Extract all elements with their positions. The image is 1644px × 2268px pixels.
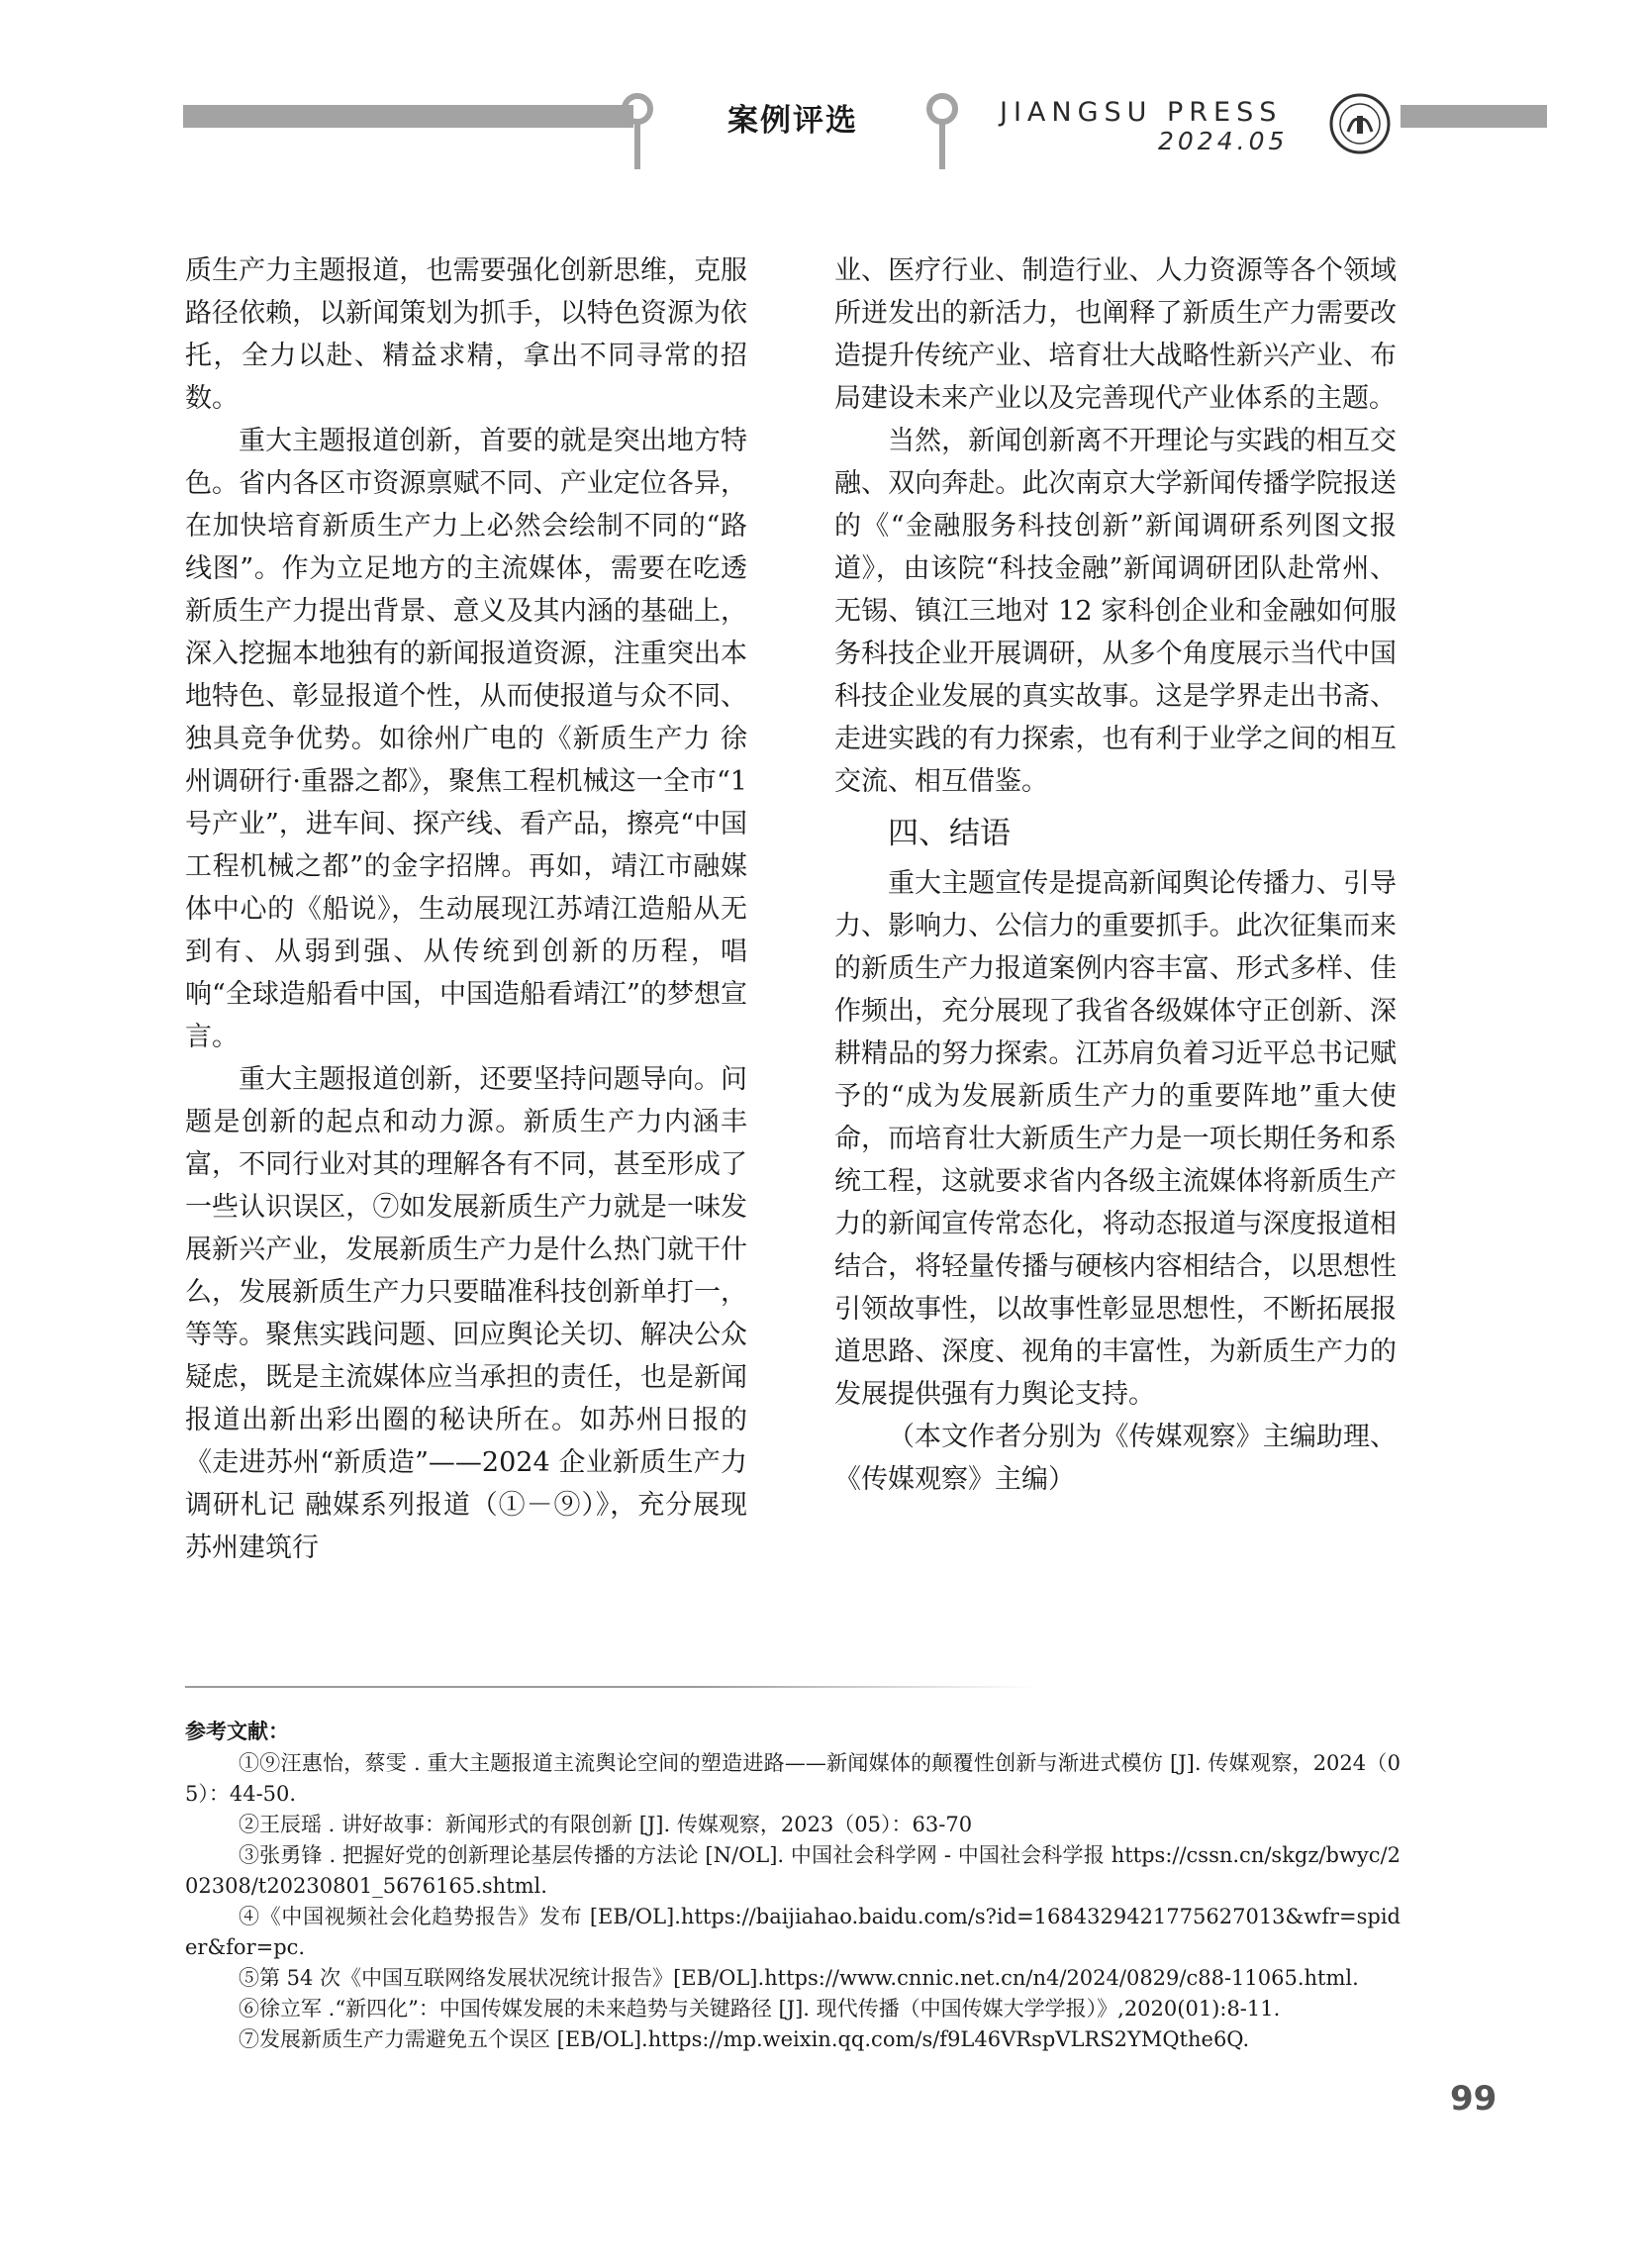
body-paragraph: 重大主题报道创新，首要的就是突出地方特色。省内各区市资源禀赋不同、产业定位各异，在加快培育新质生产力上必然会绘制不同的“路线图”。作为立足地方的主流媒体，需要在吃透新质生产力提出背景、意义及其内涵的基础上，深入挖掘本地独有的新闻报道资源，注重突出本地特色、彰显报道个性，从而使报道与众不同、独具竞争优势。如徐州广电的《新质生产力 徐州调研行·重器之都》，聚焦工程机械这一全市“1 号产业”，进车间、探产线、看产品，擦亮“中国工程机械之都”的金字招牌。再如，靖江市融媒体中心的《船说》，生动展现江苏靖江造船从无到有、从弱到强、从传统到创新的历程，唱响“全球造船看中国，中国造船看靖江”的梦想宣言。 <box>185 426 747 1052</box>
journal-seal-icon <box>1328 92 1392 155</box>
reference-item: ②王辰瑶 . 讲好故事：新闻形式的有限创新 [J]. 传媒观察，2023（05）：63-70 <box>239 1813 973 1836</box>
right-column <box>834 249 1397 1501</box>
conclusion-paragraph: 重大主题宣传是提高新闻舆论传播力、引导力、影响力、公信力的重要抓手。此次征集而来的新质生产力报道案例内容丰富、形式多样、佳作频出，充分展现了我省各级媒体守正创新、深耕精品的努力探索。江苏肩负着习近平总书记赋予的“成为发展新质生产力的重要阵地”重大使命，而培育壮大新质生产力是一项长期任务和系统工程，这就要求省内各级主流媒体将新质生产力的新闻宣传常态化，将动态报道与深度报道相结合，将轻量传播与硬核内容相结合，以思想性引领故事性，以故事性彰显思想性，不断拓展报道思路、深度、视角的丰富性，为新质生产力的发展提供强有力舆论支持。 <box>834 868 1397 1410</box>
reference-item: ⑤第 54 次《中国互联网络发展状况统计报告》[EB/OL].https://www.cnnic.net.cn/n4/2024/0829/c88-11065.html. <box>239 1966 1359 1990</box>
header-bar-left <box>183 105 633 128</box>
journal-issue: 2024.05 <box>1158 127 1289 155</box>
body-paragraph: 重大主题报道创新，还要坚持问题导向。问题是创新的起点和动力源。新质生产力内涵丰富，不同行业对其的理解各有不同，甚至形成了一些认识误区，⑦如发展新质生产力就是一味发展新兴产业，发展新质生产力是什么热门就干什么，发展新质生产力只要瞄准科技创新单打一，等等。聚焦实践问题、回应舆论关切、解决公众疑虑，既是主流媒体应当承担的责任，也是新闻报道出新出彩出圈的秘诀所在。如苏州日报的《走进苏州“新质造”——2024 企业新质生产力调研札记 融媒系列报道（①－⑨）》，充分展现苏州建筑行 <box>185 1064 747 1563</box>
section-label: 案例评选 <box>727 103 858 139</box>
body-paragraph: 当然，新闻创新离不开理论与实践的相互交融、双向奔赴。此次南京大学新闻传播学院报送的《“金融服务科技创新”新闻调研系列图文报道》，由该院“科技金融”新闻调研团队赴常州、无锡、镇江三地对 12 家科创企业和金融如何服务科技企业开展调研，从多个角度展示当代中国科技企业发展的真实故事。这是学界走出书斋、走进实践的有力探索，也有利于业学之间的相互交流、相互借鉴。 <box>834 426 1397 797</box>
journal-name: JIANGSU PRESS <box>1000 97 1283 128</box>
header-bar-right <box>1401 105 1547 128</box>
author-note: （本文作者分别为《传媒观察》主编助理、《传媒观察》主编） <box>834 1422 1397 1495</box>
reference-item: ①⑨汪惠怡，蔡雯 . 重大主题报道主流舆论空间的塑造进路——新闻媒体的颠覆性创新与渐进式模仿 [J]. 传媒观察，2024（05）：44-50. <box>185 1751 1401 1806</box>
references <box>185 1716 1401 2055</box>
left-column <box>185 249 747 1569</box>
pin-icon <box>621 92 654 171</box>
reference-item: ⑦发展新质生产力需避免五个误区 [EB/OL].https://mp.weixin.qq.com/s/f9L46VRspVLRS2YMQthe6Q. <box>239 2027 1250 2051</box>
reference-item: ⑥徐立军 .“新四化”：中国传媒发展的未来趋势与关键路径 [J]. 现代传播（中国传媒大学学报）》,2020(01):8-11. <box>239 1997 1281 2021</box>
references-title: 参考文献： <box>185 1719 289 1743</box>
body-paragraph: 质生产力主题报道，也需要强化创新思维，克服路径依赖，以新闻策划为抓手，以特色资源为依托，全力以赴、精益求精，拿出不同寻常的招数。 <box>185 255 747 414</box>
reference-item: ④《中国视频社会化趋势报告》发布 [EB/OL].https://baijiahao.baidu.com/s?id=1684329421775627013&wfr=spider&for=pc. <box>185 1905 1401 1959</box>
reference-item: ③张勇锋 . 把握好党的创新理论基层传播的方法论 [N/OL]. 中国社会科学网 - 中国社会科学报 https://cssn.cn/skgz/bwyc/202308/t20230801_5676165.shtml. <box>185 1843 1401 1898</box>
section-heading: 四、结语 <box>888 816 1011 851</box>
page-number: 99 <box>1450 2079 1498 2119</box>
body-paragraph: 业、医疗行业、制造行业、人力资源等各个领域所迸发出的新活力，也阐释了新质生产力需要改造提升传统产业、培育壮大战略性新兴产业、布局建设未来产业以及完善现代产业体系的主题。 <box>834 255 1397 414</box>
references-divider <box>185 1686 1036 1688</box>
pin-icon <box>925 92 959 171</box>
